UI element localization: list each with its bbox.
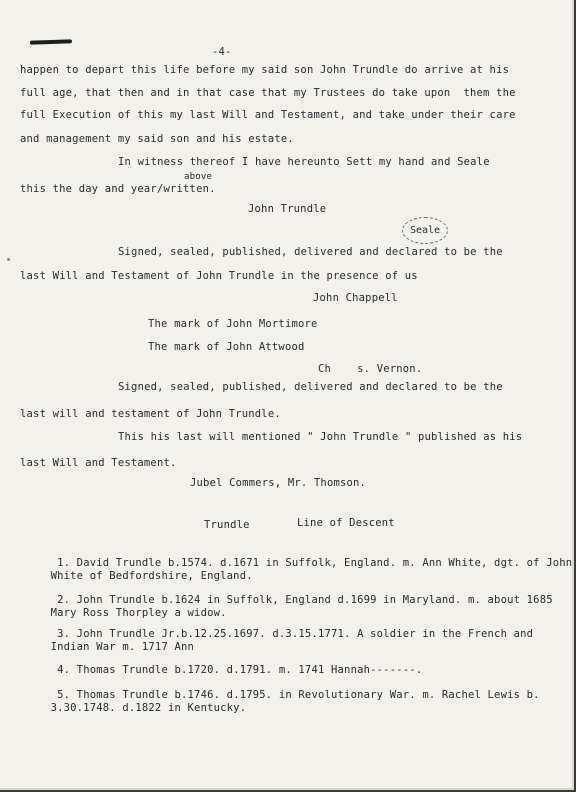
clerk-names: Jubel Commers, Mr. Thomson.	[190, 477, 367, 489]
paragraph-line: full Execution of this my last Will and Testament, and take under their care	[20, 109, 516, 121]
witness-name: Ch s. Vernon.	[318, 363, 423, 375]
paragraph-line: and management my said son and his estate.	[20, 133, 294, 145]
descent-number: 3.	[57, 628, 71, 640]
descent-line: Thomas Trundle b.1746. d.1795. in Revolutionary War. m. Rachel Lewis b.	[76, 689, 540, 701]
descent-heading-right: Line of Descent	[297, 517, 395, 529]
seal-label: Seale	[409, 225, 441, 236]
descent-line: 3.30.1748. d.1822 in Kentucky.	[50, 702, 247, 714]
witness-clause-line: In witness thereof I have hereunto Sett my hand and Seale	[118, 156, 490, 168]
descent-line: Thomas Trundle b.1720. d.1791. m. 1741 Hannah-------.	[76, 664, 423, 676]
descent-line: Indian War m. 1717 Ann	[50, 641, 195, 653]
descent-line: John Trundle b.1624 in Suffolk, England d.1699 in Maryland. m. about 1685	[76, 594, 553, 606]
attestation-line: Signed, sealed, published, delivered and declared to be the	[118, 381, 503, 393]
paragraph-line: full age, that then and in that case that my Trustees do take upon them the	[20, 87, 516, 99]
seal-stamp	[402, 217, 448, 244]
descent-item	[31, 676, 540, 728]
note-line: last Will and Testament.	[20, 457, 177, 469]
attestation-line: Signed, sealed, published, delivered and declared to be the	[118, 246, 503, 258]
descent-line: David Trundle b.1574. d.1671 in Suffolk, England. m. Ann White, dgt. of John	[76, 557, 573, 569]
descent-line: Mary Ross Thorpley a widow.	[50, 607, 227, 619]
descent-heading-left: Trundle	[204, 519, 250, 531]
attestation-line: last Will and Testament of John Trundle in the presence of us	[20, 270, 418, 282]
descent-number: 5.	[57, 689, 71, 701]
inserted-word: above	[184, 172, 213, 182]
paragraph-line: happen to depart this life before my said son John Trundle do arrive at his	[20, 64, 510, 76]
margin-dot	[7, 258, 10, 261]
descent-line: White of Bedfordshire, England.	[50, 570, 253, 582]
attestation-line: last will and testament of John Trundle.	[20, 408, 281, 420]
signature-name: John Trundle	[248, 203, 327, 215]
descent-number: 2.	[57, 594, 71, 606]
witness-name: John Chappell	[313, 292, 398, 304]
page-number: -4-	[212, 46, 232, 58]
pen-mark	[30, 39, 72, 44]
note-line: This his last will mentioned " John Trundle " published as his	[118, 431, 523, 443]
witness-name: The mark of John Attwood	[148, 341, 305, 353]
witness-clause-line: this the day and year/written.	[20, 183, 216, 195]
witness-name: The mark of John Mortimore	[148, 318, 318, 330]
descent-number: 1.	[57, 557, 71, 569]
descent-line: John Trundle Jr.b.12.25.1697. d.3.15.1771. A soldier in the French and	[76, 628, 534, 640]
descent-number: 4.	[57, 664, 71, 676]
